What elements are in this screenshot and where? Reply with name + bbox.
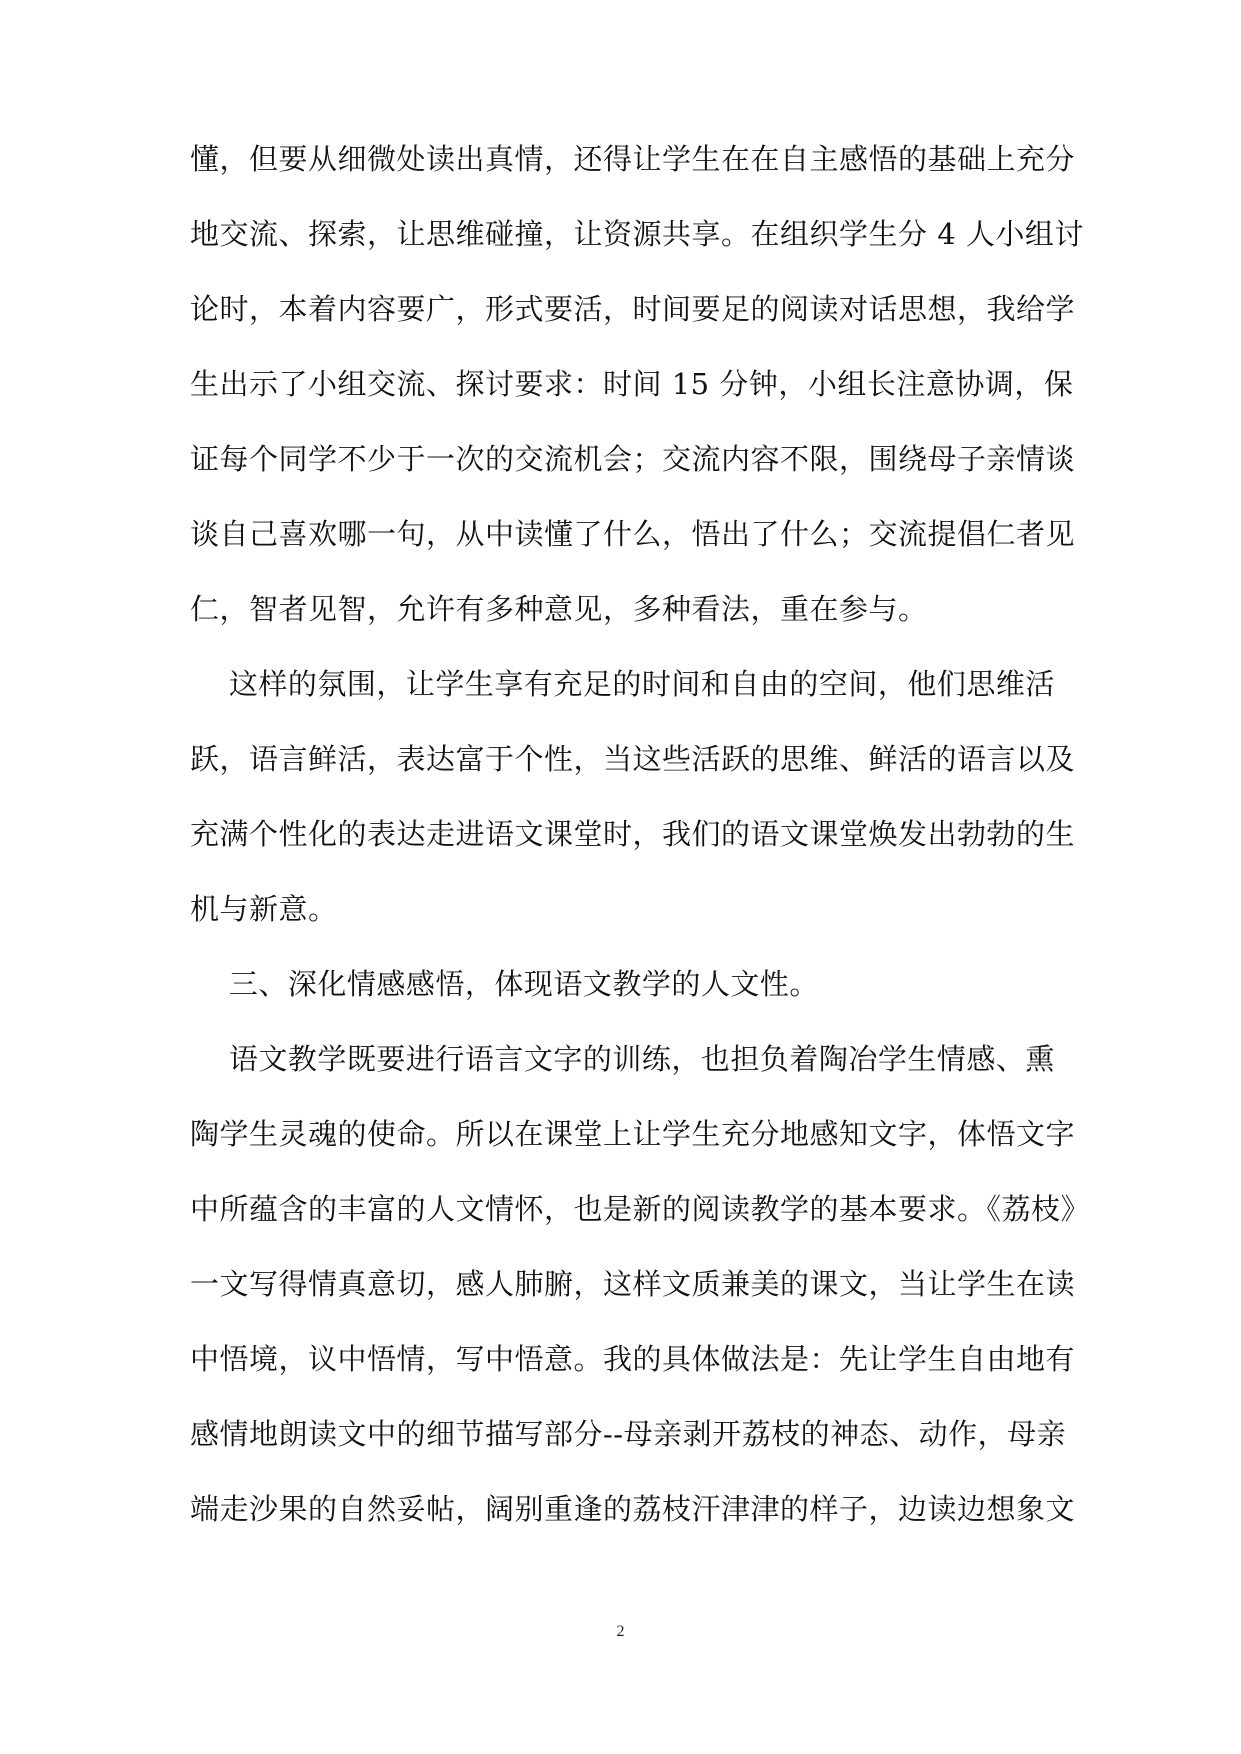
text-line: 一文写得情真意切，感人肺腑，这样文质兼美的课文，当让学生在读 xyxy=(190,1267,1076,1301)
text-line: 懂，但要从细微处读出真情，还得让学生在在自主感悟的基础上充分 xyxy=(190,142,1076,176)
text-line: 感情地朗读文中的细节描写部分--母亲剥开荔枝的神态、动作，母亲 xyxy=(190,1417,1067,1451)
text-line: 语文教学既要进行语言文字的训练，也担负着陶冶学生情感、熏 xyxy=(190,1042,1055,1076)
text-line: 端走沙果的自然妥帖，阔别重逢的荔枝汗津津的样子，边读边想象文 xyxy=(190,1492,1076,1526)
text-line: 证每个同学不少于一次的交流机会；交流内容不限，围绕母子亲情谈 xyxy=(190,442,1076,476)
text-line: 中所蕴含的丰富的人文情怀，也是新的阅读教学的基本要求。《荔枝》 xyxy=(190,1192,1091,1226)
text-line: 机与新意。 xyxy=(190,892,338,926)
text-line: 生出示了小组交流、探讨要求：时间 15 分钟，小组长注意协调，保 xyxy=(190,367,1074,401)
page-number: 2 xyxy=(616,1623,625,1640)
text-line: 地交流、探索，让思维碰撞，让资源共享。在组织学生分 4 人小组讨 xyxy=(190,217,1084,251)
text-line: 论时，本着内容要广，形式要活，时间要足的阅读对话思想，我给学 xyxy=(190,292,1076,326)
text-line: 中悟境，议中悟情，写中悟意。我的具体做法是：先让学生自由地有 xyxy=(190,1342,1076,1376)
text-line: 充满个性化的表达走进语文课堂时，我们的语文课堂焕发出勃勃的生 xyxy=(190,817,1076,851)
text-line: 陶学生灵魂的使命。所以在课堂上让学生充分地感知文字，体悟文字 xyxy=(190,1117,1076,1151)
text-line: 这样的氛围，让学生享有充足的时间和自由的空间，他们思维活 xyxy=(190,667,1055,701)
section-heading: 三、深化情感感悟，体现语文教学的人文性。 xyxy=(190,967,819,1001)
text-line: 仁，智者见智，允许有多种意见，多种看法，重在参与。 xyxy=(190,592,928,626)
text-line: 谈自己喜欢哪一句，从中读懂了什么，悟出了什么；交流提倡仁者见 xyxy=(190,517,1076,551)
text-line: 跃，语言鲜活，表达富于个性，当这些活跃的思维、鲜活的语言以及 xyxy=(190,742,1076,776)
